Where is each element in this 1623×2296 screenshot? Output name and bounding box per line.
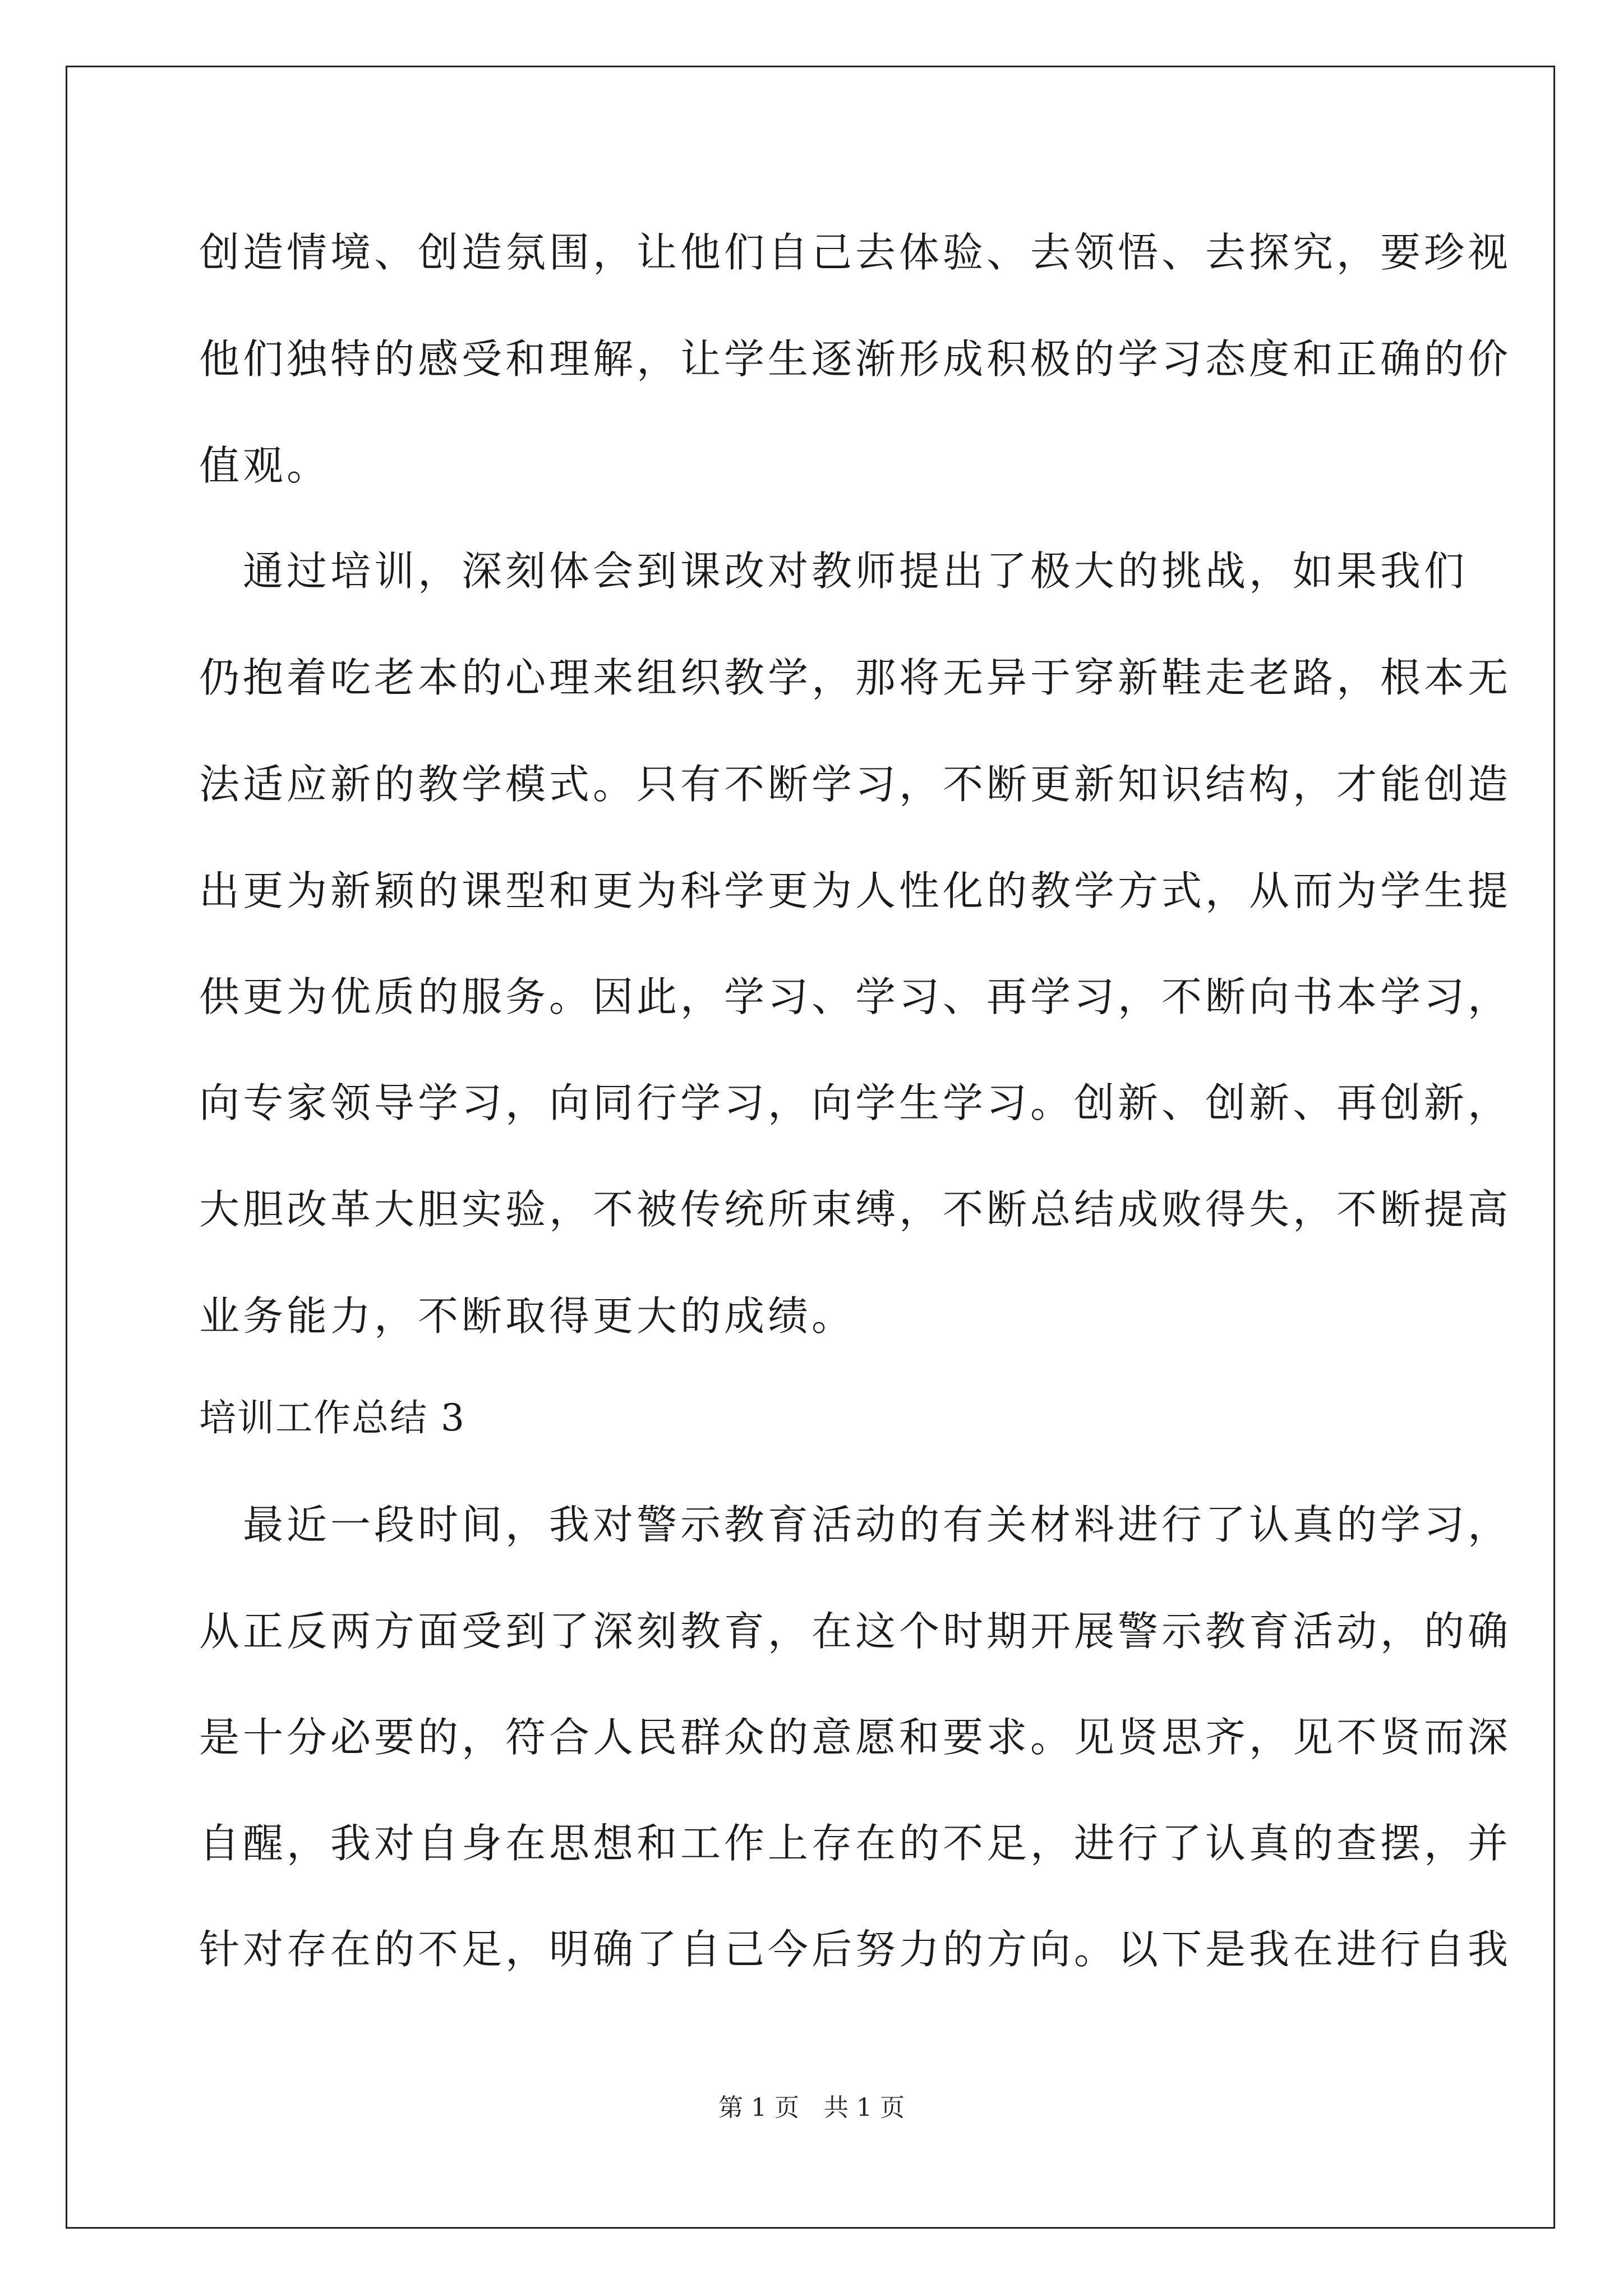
page-number-footer: 第 1 页 共 1 页	[718, 2093, 905, 2122]
paragraph-line: 通过培训，深刻体会到课改对教师提出了极大的挑战，如果我们	[199, 547, 1468, 595]
section-title: 培训工作总结 3	[199, 1396, 465, 1439]
paragraph-line: 创造情境、创造氛围，让他们自己去体验、去领悟、去探究，要珍视	[199, 229, 1512, 276]
paragraph-line: 针对存在的不足，明确了自己今后努力的方向。以下是我在进行自我	[199, 1926, 1512, 1973]
paragraph-line: 业务能力，不断取得更大的成绩。	[199, 1292, 856, 1340]
paragraph-line: 值观。	[199, 442, 331, 489]
paragraph-line: 出更为新颖的课型和更为科学更为人性化的教学方式，从而为学生提	[199, 867, 1512, 914]
page-border	[66, 66, 1555, 2229]
paragraph-line: 他们独特的感受和理解，让学生逐渐形成积极的学习态度和正确的价	[199, 335, 1512, 383]
paragraph-line: 自醒，我对自身在思想和工作上存在的不足，进行了认真的查摆，并	[199, 1820, 1512, 1867]
paragraph-line: 从正反两方面受到了深刻教育，在这个时期开展警示教育活动，的确	[199, 1608, 1512, 1655]
paragraph-line: 法适应新的教学模式。只有不断学习，不断更新知识结构，才能创造	[199, 761, 1512, 808]
paragraph-line: 供更为优质的服务。因此，学习、学习、再学习，不断向书本学习，	[199, 973, 1512, 1020]
paragraph-line: 向专家领导学习，向同行学习，向学生学习。创新、创新、再创新，	[199, 1079, 1512, 1126]
paragraph-line: 最近一段时间，我对警示教育活动的有关材料进行了认真的学习，	[199, 1501, 1512, 1548]
paragraph-line: 大胆改革大胆实验，不被传统所束缚，不断总结成败得失，不断提高	[199, 1186, 1512, 1233]
paragraph-line: 是十分必要的，符合人民群众的意愿和要求。见贤思齐，见不贤而深	[199, 1714, 1512, 1761]
paragraph-line: 仍抱着吃老本的心理来组织教学，那将无异于穿新鞋走老路，根本无	[199, 654, 1512, 701]
